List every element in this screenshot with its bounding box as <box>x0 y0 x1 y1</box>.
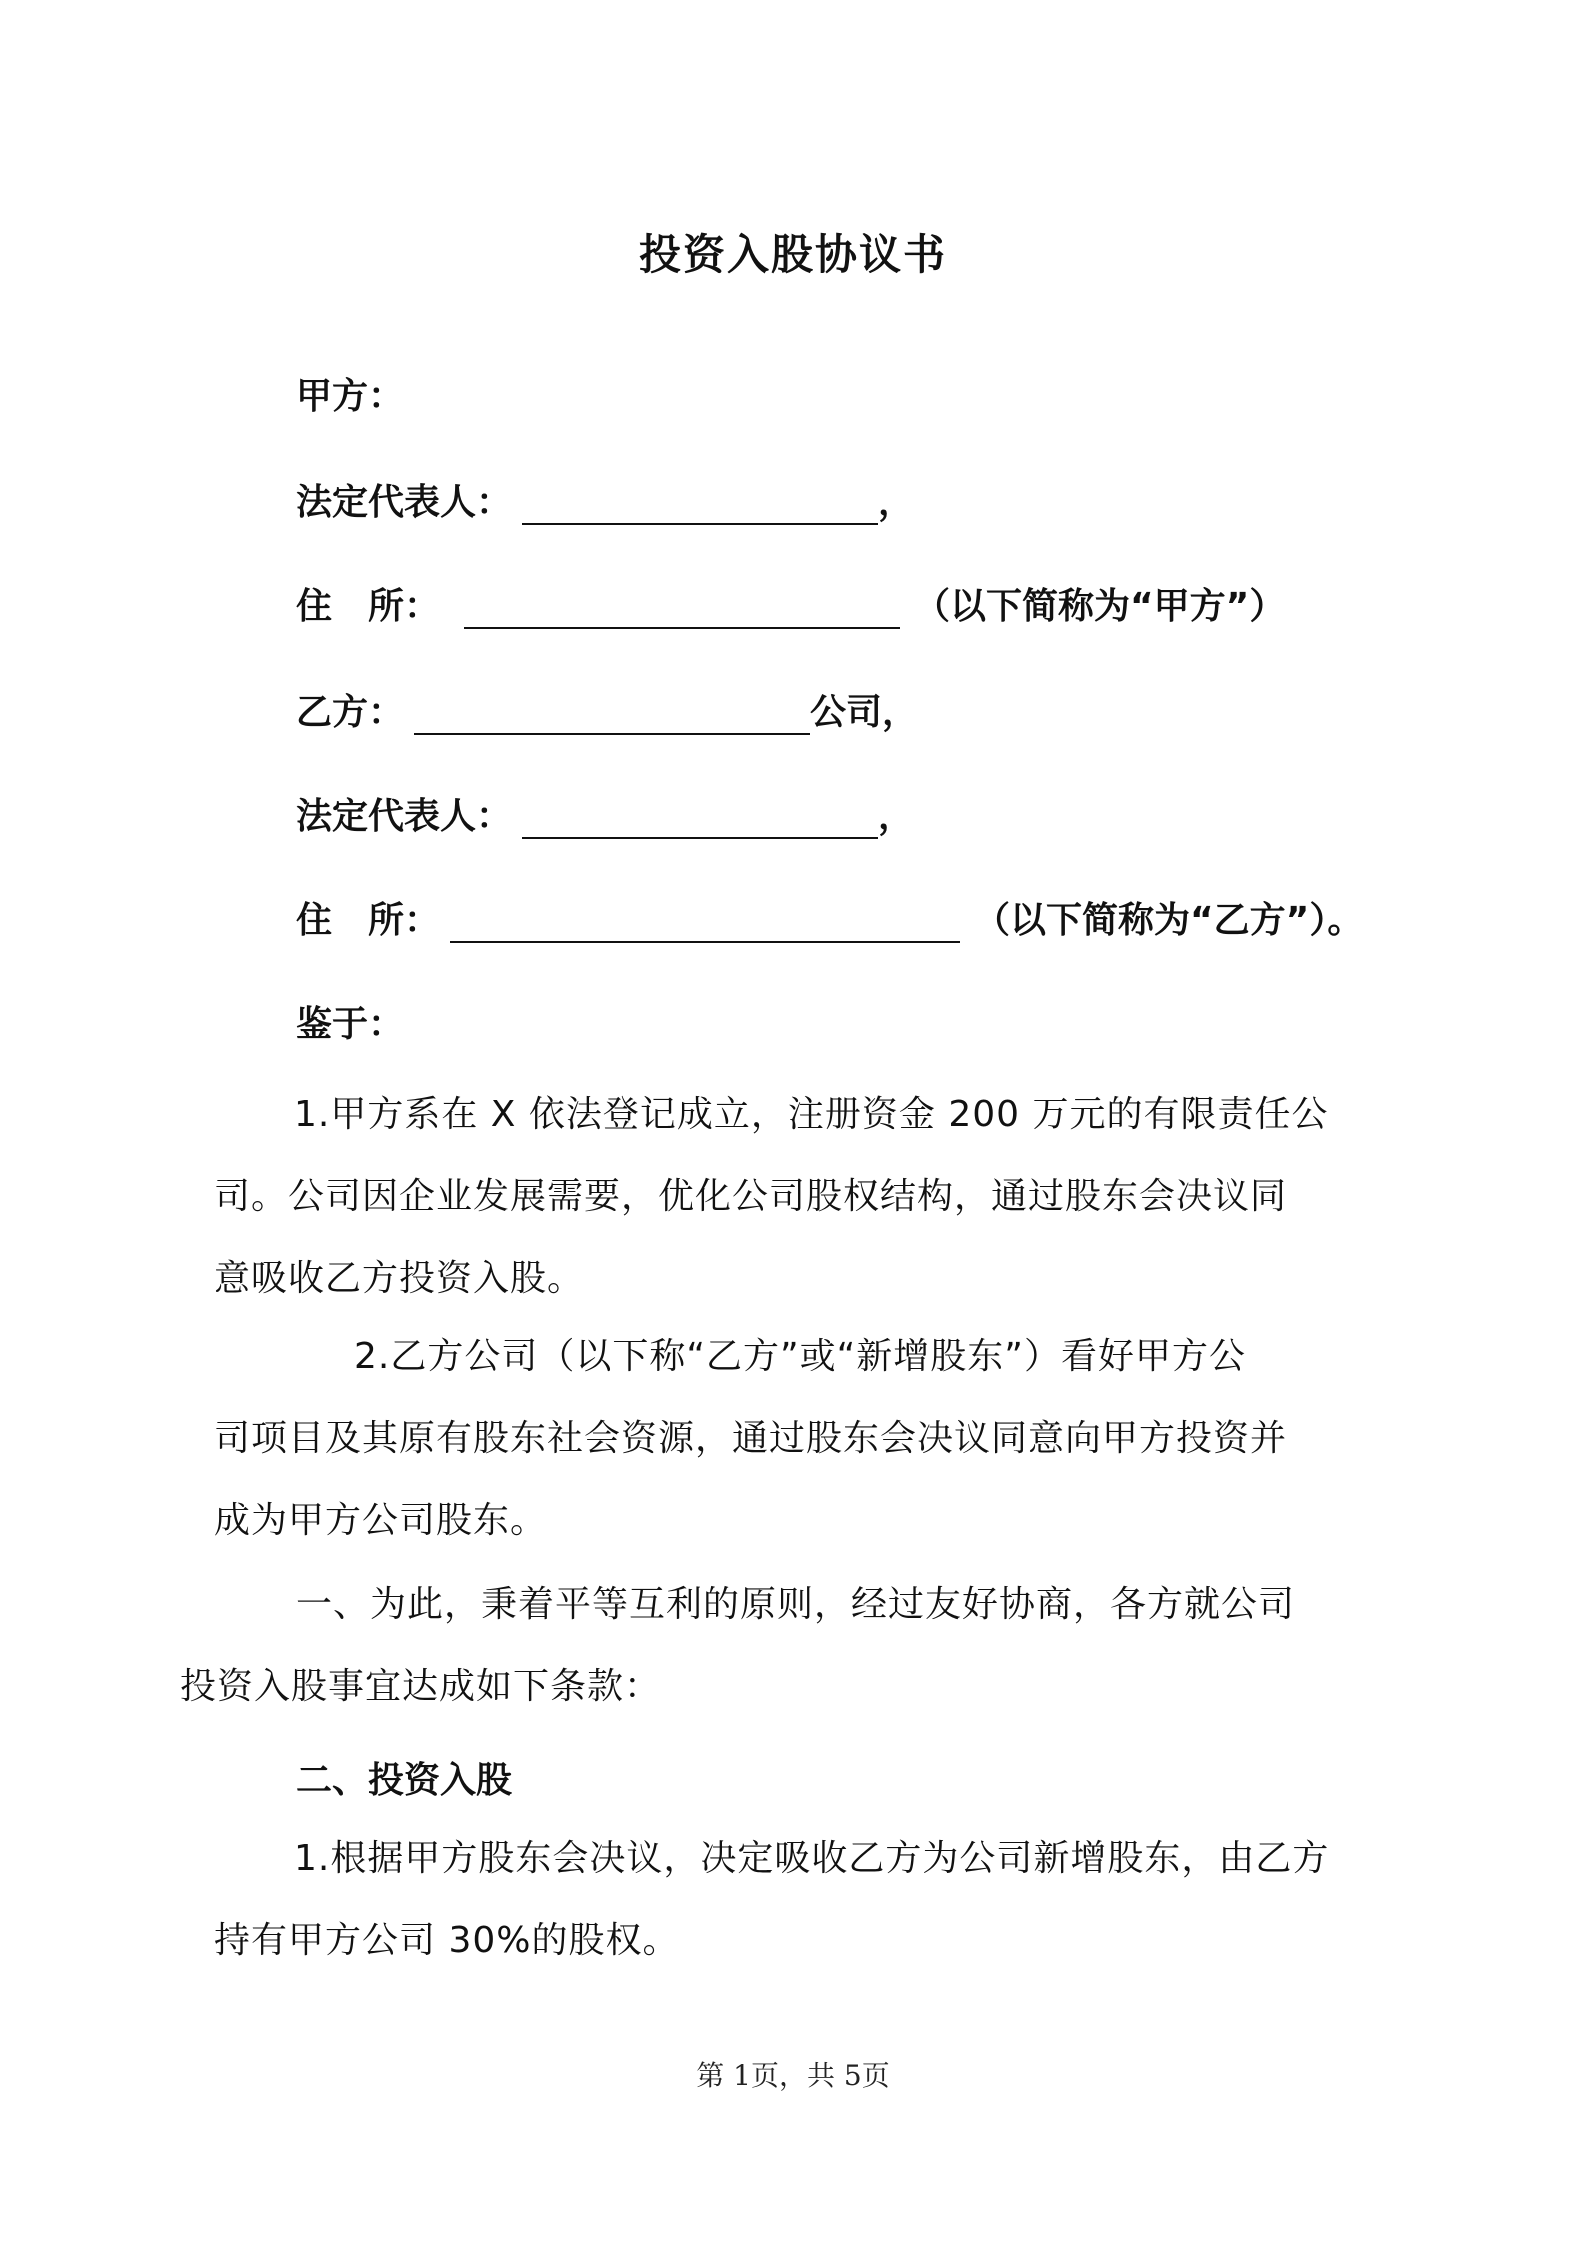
party-b-address-blank[interactable] <box>450 901 960 943</box>
section-1-paragraph <box>180 1564 1295 1728</box>
party-b-line <box>296 684 918 735</box>
party-b-rep-blank[interactable] <box>522 797 878 839</box>
section-1-line-2: 投资入股事宜达成如下条款： <box>180 1666 662 1707</box>
recital-1-line-3: 意吸收乙方投资入股。 <box>214 1258 585 1299</box>
recital-2-line-2: 司项目及其原有股东社会资源，通过股东会决议同意向甲方投资并 <box>214 1418 1288 1459</box>
party-b-rep-line <box>296 788 914 839</box>
party-a-rep-line <box>296 474 914 525</box>
section-2-line-2: 持有甲方公司 30%的股权。 <box>214 1920 680 1961</box>
section-2-paragraph <box>214 1818 1329 1982</box>
recital-2-line-3: 成为甲方公司股东。 <box>214 1500 548 1541</box>
party-b-rep-suffix: ， <box>878 796 915 837</box>
party-a-rep-suffix: ， <box>878 482 915 523</box>
party-a-address-line <box>296 578 1285 629</box>
party-b-label: 乙方： <box>296 692 405 733</box>
party-a-label: 甲方： <box>296 376 405 417</box>
party-a-address-label: 住 所： <box>296 586 441 627</box>
whereas-label: 鉴于： <box>296 1004 405 1045</box>
party-a-address-blank[interactable] <box>464 587 900 629</box>
document-title: 投资入股协议书 <box>638 230 947 279</box>
recital-1-line-1: 1.甲方系在 X 依法登记成立，注册资金 200 万元的有限责任公 <box>294 1094 1329 1135</box>
section-2-line-1: 1.根据甲方股东会决议，决定吸收乙方为公司新增股东，由乙方 <box>294 1838 1330 1879</box>
party-b-address-line <box>296 892 1363 943</box>
party-b-rep-label: 法定代表人： <box>296 796 513 837</box>
section-2-heading: 二、投资入股 <box>296 1760 513 1801</box>
party-b-address-label: 住 所： <box>296 900 441 941</box>
party-a-line <box>296 368 404 419</box>
page-footer: 第 1页，共 5页 <box>696 2059 890 2092</box>
recital-paragraph-1 <box>214 1074 1329 1320</box>
party-b-address-suffix: （以下简称为“乙方”）。 <box>974 900 1364 941</box>
party-a-rep-label: 法定代表人： <box>296 482 513 523</box>
recital-paragraph-2 <box>214 1316 1287 1562</box>
party-b-company-blank[interactable] <box>414 693 810 735</box>
recital-2-line-1: 2.乙方公司（以下称“乙方”或“新增股东”）看好甲方公 <box>354 1336 1246 1377</box>
section-1-line-1: 一、为此，秉着平等互利的原则，经过友好协商，各方就公司 <box>296 1584 1296 1625</box>
party-a-address-suffix: （以下简称为“甲方”） <box>914 586 1286 627</box>
party-b-company-suffix: 公司， <box>810 692 919 733</box>
recital-1-line-2: 司。公司因企业发展需要，优化公司股权结构，通过股东会决议同 <box>214 1176 1288 1217</box>
party-a-rep-blank[interactable] <box>522 483 878 525</box>
